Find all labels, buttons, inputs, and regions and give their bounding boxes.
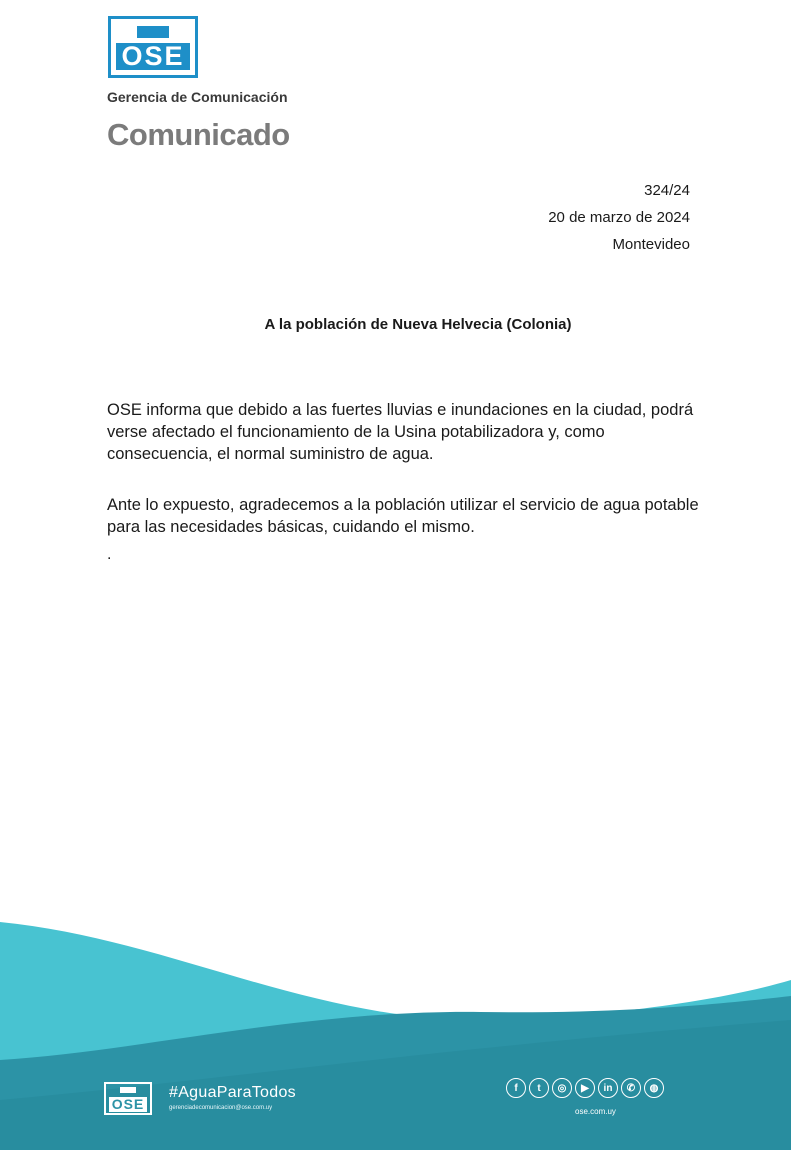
document-meta <box>548 177 690 258</box>
footer-website[interactable]: ose.com.uy <box>575 1107 616 1116</box>
youtube-icon[interactable]: ▶ <box>575 1078 595 1098</box>
footer-ose-logo <box>104 1082 152 1115</box>
document-type-title: Comunicado <box>107 117 290 152</box>
footer-logo-bar <box>120 1087 136 1093</box>
linkedin-icon[interactable]: in <box>598 1078 618 1098</box>
document-number: 324/24 <box>644 182 690 199</box>
logo-text: OSE <box>116 43 190 70</box>
twitter-icon[interactable]: t <box>529 1078 549 1098</box>
body-paragraph-2: Ante lo expuesto, agradecemos a la población utilizar el servicio de agua potable para las necesidades básicas, cuidando el mismo. <box>107 496 699 536</box>
ose-logo <box>108 16 198 78</box>
instagram-icon[interactable]: ◎ <box>552 1078 572 1098</box>
logo-bar <box>137 26 169 38</box>
footer-hashtag: #AguaParaTodos <box>169 1084 296 1101</box>
recipient-headline: A la población de Nueva Helvecia (Colonia) <box>264 316 572 333</box>
body-paragraph-1: OSE informa que debido a las fuertes lluvias e inundaciones en la ciudad, podrá verse afectado el funcionamiento de la Usina potabilizadora y, como consecuencia, el normal suministro de agua. <box>107 401 694 463</box>
web-icon[interactable]: ◍ <box>644 1078 664 1098</box>
document-city: Montevideo <box>612 236 690 253</box>
facebook-icon[interactable]: f <box>506 1078 526 1098</box>
whatsapp-icon[interactable]: ✆ <box>621 1078 641 1098</box>
document-date: 20 de marzo de 2024 <box>548 209 690 226</box>
footer-logo-text: OSE <box>109 1097 147 1112</box>
department-name: Gerencia de Comunicación <box>107 89 288 105</box>
trailing-dot: . <box>107 546 112 563</box>
social-icons <box>506 1078 664 1098</box>
footer-email: gerenciadecomunicacion@ose.com.uy <box>169 1105 273 1111</box>
